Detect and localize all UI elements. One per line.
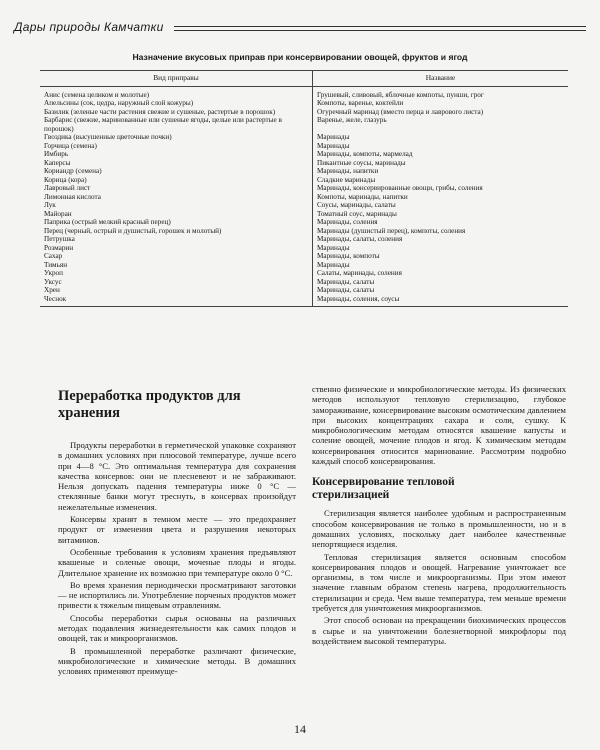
table-row	[40, 227, 568, 236]
table-row	[40, 116, 568, 133]
spice-usage-cell: Маринады, салаты	[317, 277, 375, 286]
spice-usage-cell: Компоты, маринады, напитки	[317, 192, 408, 201]
spice-name-cell: Корица (кора)	[40, 176, 313, 185]
spice-name-cell: Имбирь	[40, 150, 313, 159]
spice-usage-cell: Маринады	[317, 260, 350, 269]
spice-name-cell: Уксус	[40, 278, 313, 287]
spice-usage-cell: Томатный соус, маринады	[317, 209, 397, 218]
table-row	[40, 176, 568, 185]
table-row	[40, 108, 568, 117]
subsection-title: Консервирование тепловой стерилизацией	[312, 476, 455, 502]
spice-name-cell: Барбарис (свежие, маринованные или сушеные ягоды, целые или растертые в порошок)	[40, 116, 313, 133]
spice-table	[40, 70, 568, 307]
spice-usage-cell: Варенье, желе, глазурь	[317, 116, 387, 124]
spice-usage-cell: Маринады, салаты, соления	[317, 235, 403, 243]
spice-name-cell: Лавровый лист	[40, 184, 313, 193]
spice-name-cell: Лук	[40, 201, 313, 210]
right-paragraphs	[312, 384, 566, 466]
table-row	[40, 142, 568, 151]
spice-name-cell: Каперсы	[40, 159, 313, 168]
table-row	[40, 210, 568, 219]
spice-name-cell: Кориандр (семена)	[40, 167, 313, 176]
spice-usage-cell: Грушевый, сливовый, яблочные компоты, пунши, грог	[317, 90, 484, 99]
spice-table-body	[40, 86, 568, 307]
table-row	[40, 99, 568, 108]
column-header-usage: Название	[313, 71, 569, 87]
spice-usage-cell: Маринады, напитки	[317, 167, 379, 175]
spice-name-cell: Базилик (зеленые части растения свежие и сушеные, растертые в порошок)	[40, 108, 313, 117]
table-row	[40, 269, 568, 278]
paragraph: Продукты переработки в герметической упаковке сохраняют в домашних условиях при плюсовой температуре, лучше всего при 4—8 °С. Это оптимальная температура для сохранения качества консервов: они не плесневеют и не забраживают. Нельзя допускать падения температуры ниже 0 °С — стеклянные банки могут треснуть, в консервах произойдут нежелательные изменения.	[58, 440, 296, 512]
spice-usage-cell: Маринады (душистый перец), компоты, соления	[317, 226, 466, 235]
table-row	[40, 201, 568, 210]
spice-name-cell: Майоран	[40, 210, 313, 219]
paragraph: В промышленной переработке различают физические, микробиологические и химические методы. В домашних условиях применяют преимуще-	[58, 645, 296, 677]
paragraph: Консервы хранят в темном месте — это предохраняет продукт от изменения цвета и разрушения некоторых витаминов.	[58, 514, 296, 545]
spice-usage-cell: Маринады	[317, 133, 350, 141]
spice-usage-cell: Маринады, компоты, мармелад	[317, 150, 413, 158]
table-row	[40, 235, 568, 244]
section-title: Переработка продуктов для хранения	[58, 388, 241, 421]
table-row	[40, 159, 568, 168]
spice-name-cell: Хрен	[40, 286, 313, 295]
spice-name-cell: Сахар	[40, 252, 313, 261]
spice-usage-cell: Сладкие маринады	[317, 175, 376, 184]
spice-usage-cell: Маринады, соления, соусы	[313, 295, 569, 307]
paragraph: Способы переработки сырья основаны на различных методах подавления жизнедеятельности как самих плодов и овощей, так и микроорганизмов.	[58, 612, 296, 644]
spice-usage-cell: Пикантные соусы, маринады	[317, 158, 406, 167]
table-row	[40, 278, 568, 287]
spice-name-cell: Гвоздика (высушенные цветочные почки)	[40, 133, 313, 142]
table-row	[40, 133, 568, 142]
table-row	[40, 193, 568, 202]
spice-name-cell: Петрушка	[40, 235, 313, 244]
table-row	[40, 295, 568, 307]
spice-name-cell: Анис (семена целиком и молотые)	[40, 86, 313, 99]
spice-usage-cell: Маринады, салаты	[317, 286, 375, 294]
table-row	[40, 286, 568, 295]
spice-name-cell: Лимонная кислота	[40, 193, 313, 202]
spice-name-cell: Розмарин	[40, 244, 313, 253]
paragraph: Во время хранения периодически просматривают заготовки — не испортились ли. Употребление порченых продуктов может привести к тяжелым пищевым отравлениям.	[58, 579, 296, 611]
header-rule	[174, 26, 586, 31]
spice-name-cell: Апельсины (сок, цедра, наружный слой кожуры)	[40, 99, 313, 108]
header-title: Дары природы Камчатки	[14, 20, 164, 34]
left-column	[58, 384, 296, 679]
paragraph: Тепловая стерилизация является основным способом консервирования плодов и овощей. Нагревание уничтожает все организмы, в том числе и микроорганизмы. При этом имеют значение главным образом степень нагрева, продолжительность стерилизации и среда. Чем выше температура, тем меньше времени требуется для уничтожения микроорганизмов.	[312, 551, 566, 614]
spice-name-cell: Укроп	[40, 269, 313, 278]
table-row	[40, 167, 568, 176]
spice-usage-cell: Маринады	[317, 141, 350, 150]
spice-usage-cell: Компоты, варенье, коктейли	[317, 99, 404, 107]
table-row	[40, 218, 568, 227]
table-row	[40, 252, 568, 261]
table-row	[40, 86, 568, 99]
spice-usage-cell: Салаты, маринады, соления	[317, 269, 402, 277]
paragraph: Стерилизация является наиболее удобным и распространенным способом консервирования не только в промышленности, но и в домашних условиях, поскольку дает наиболее качественные непортящиеся изделия.	[312, 508, 566, 550]
right-column	[312, 384, 566, 648]
spice-name-cell: Перец (черный, острый и душистый, горошек и молотый)	[40, 227, 313, 236]
paragraph: Особенные требования к условиям хранения предъявляют квашеные и соленые овощи, моченые плоды и ягоды. Длительное хранение их возможно при температуре около 0 °С.	[58, 546, 296, 578]
paragraph: Этот способ основан на прекращении биохимических процессов в сырье и на уничтожении болезнетворной микрофлоры под воздействием высокой температуры.	[312, 615, 566, 646]
spice-usage-cell: Маринады, компоты	[317, 252, 380, 260]
spice-name-cell: Горчица (семена)	[40, 142, 313, 151]
column-header-spice: Вид приправы	[40, 71, 313, 87]
table-row	[40, 184, 568, 193]
spice-usage-cell: Огуречный маринад (вместо перца и лаврового листа)	[317, 107, 484, 116]
spice-name-cell: Тимьян	[40, 261, 313, 270]
table-title: Назначение вкусовых приправ при консервировании овощей, фруктов и ягод	[132, 52, 468, 62]
spice-usage-cell: Маринады, консервированные овощи, грибы, соления	[317, 184, 483, 192]
spice-name-cell: Чеснок	[40, 295, 313, 307]
running-header	[14, 16, 586, 38]
table-row	[40, 261, 568, 270]
table-row	[40, 244, 568, 253]
spice-name-cell: Паприка (острый мелкий красный перец)	[40, 218, 313, 227]
spice-usage-cell: Соусы, маринады, салаты	[317, 201, 396, 209]
subsection-paragraphs	[312, 508, 566, 646]
spice-usage-cell: Маринады, соления	[317, 218, 378, 226]
left-paragraphs	[58, 440, 296, 677]
paragraph: ственно физические и микробиологические методы. Из физических методов используют тепловую стерилизацию, глубокое замораживание, консервирование высоким осмотическим давлением при высоких концентрациях сахара и соли, сушку. К микробиологическим методам относятся квашение капусты и соление овощей, мочение плодов и ягод. К химическим методам консервирования относится маринование. Рассмотрим подробно каждый способ консервирования.	[312, 384, 566, 467]
spice-usage-cell: Маринады	[317, 243, 350, 252]
page-number: 14	[294, 722, 306, 736]
table-row	[40, 150, 568, 159]
